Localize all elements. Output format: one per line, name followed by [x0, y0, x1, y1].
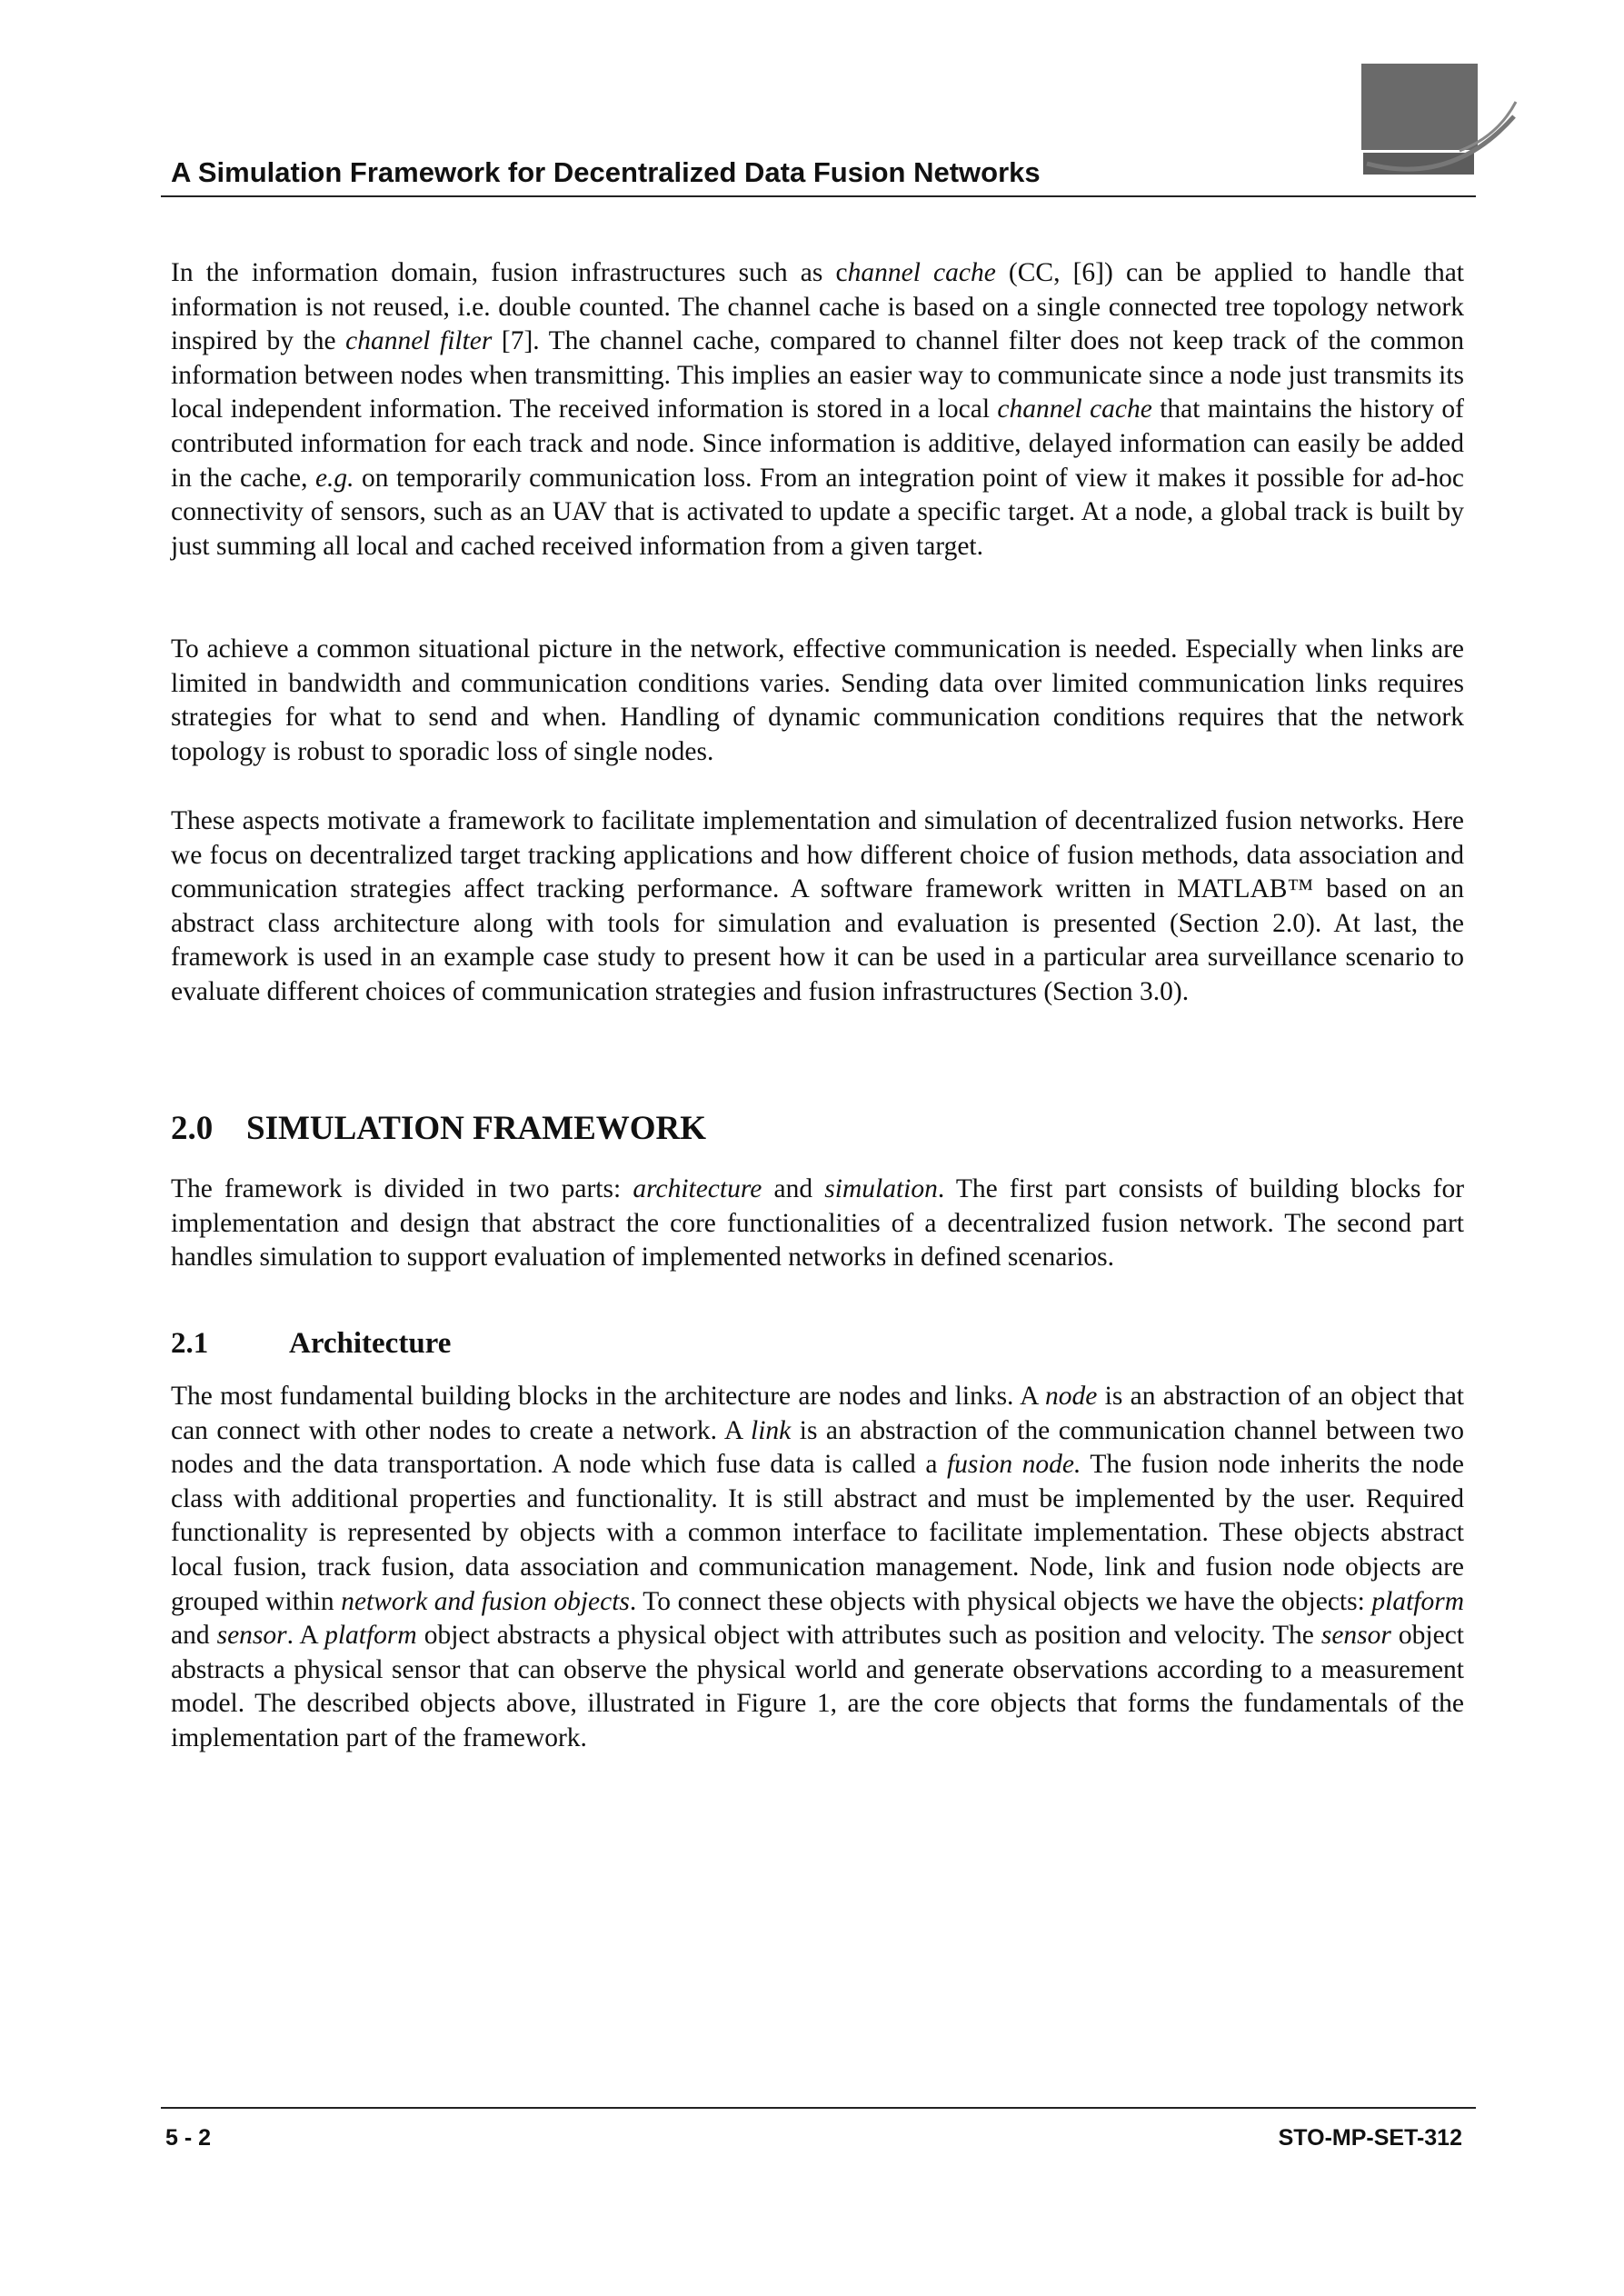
italic-term: e.g. [314, 463, 354, 493]
italic-term: simulation [824, 1174, 938, 1203]
paragraph-2 [171, 633, 1464, 769]
italic-term: fusion node. [946, 1450, 1081, 1480]
st-organization-logo [1361, 64, 1518, 191]
paragraph-4-text: The framework is divided in two parts: architecture and simulation. The first part consists of building blocks for implementation and design that abstract the core functionalities of a decentralized fusion network. The second part handles simulation to support evaluation of implemented networks in defined scenarios. [171, 1174, 1465, 1273]
italic-term: platform [1371, 1586, 1464, 1616]
page-number: 5 - 2 [165, 2125, 212, 2151]
italic-term: platform [324, 1621, 417, 1651]
paragraph-4 [171, 1173, 1464, 1275]
subsection-title: Architecture [289, 1327, 452, 1360]
italic-term: network and fusion objects [341, 1586, 630, 1616]
italic-term: hannel cache [847, 258, 996, 287]
paragraph-2-text: To achieve a common situational picture in the network, effective communication is needed. Especially when links are limited in bandwidth and communication conditions varies. Sending data over limited communication links requires strategies for what to send and when. Handling of dynamic communication conditions requires that the network topology is robust to sporadic loss of single nodes. [171, 634, 1464, 766]
italic-term: channel filter [345, 326, 493, 356]
subsection-number: 2.1 [171, 1327, 209, 1360]
paragraph-3-text: These aspects motivate a framework to facilitate implementation and simulation of decentralized fusion networks. Here we focus on decentralized target tracking applications and how different choice of fusion methods, data association and communication strategies affect tracking performance. A software framework written in MATLAB™ based on an abstract class architecture along with tools for simulation and evaluation is presented (Section 2.0). At last, the framework is used in an example case study to present how it can be used in a particular area surveillance scenario to evaluate different choices of communication strategies and fusion infrastructures (Section 3.0). [171, 806, 1464, 1006]
running-header-title: A Simulation Framework for Decentralized Data Fusion Networks [171, 156, 1041, 188]
section-heading [171, 1109, 706, 1148]
italic-term: sensor [1320, 1621, 1391, 1651]
subsection-heading [171, 1327, 451, 1361]
header-divider [161, 195, 1476, 197]
paragraph-1 [171, 256, 1464, 564]
paragraph-5 [171, 1380, 1464, 1756]
paragraph-3 [171, 804, 1464, 1010]
italic-term: link [751, 1415, 792, 1445]
italic-term: node [1045, 1382, 1098, 1411]
italic-term: channel cache [997, 394, 1152, 424]
paragraph-5-text: The most fundamental building blocks in the architecture are nodes and links. A node is an abstraction of an object that can connect with other nodes to create a network. A link is an abstraction of the communication channel between two nodes and the data transportation. A node which fuse data is called a fusion node. The fusion node inherits the node class with additional properties and functionality. It is still abstract and must be implemented by the user. Required functionality is represented by objects with a common interface to facilitate implementation. These objects abstract local fusion, track fusion, data association and communication management. Node, link and fusion node objects are grouped within network and fusion objects. To connect these objects with physical objects we have the objects: platform and sensor. A platform object abstracts a physical object with attributes such as position and velocity. The sensor object abstracts a physical sensor that can observe the physical world and generate observations according to a measurement model. The described objects above, illustrated in Figure 1, are the core objects that forms the fundamentals of the implementation part of the framework. [171, 1382, 1465, 1752]
footer-divider [161, 2107, 1476, 2109]
document-id: STO-MP-SET-312 [1278, 2125, 1462, 2151]
section-title: SIMULATION FRAMEWORK [246, 1110, 707, 1147]
paragraph-1-text: In the information domain, fusion infrastructures such as channel cache (CC, [6]) can be applied to handle that information is not reused, i.e. double counted. The channel cache is based on a single connected tree topology network inspired by the channel filter [7]. The channel cache, compared to channel filter does not keep track of the common information between nodes when transmitting. This implies an easier way to communicate since a node just transmits its local independent information. The received information is stored in a local channel cache that maintains the history of contributed information for each track and node. Since information is additive, delayed information can easily be added in the cache, e.g. on temporarily communication loss. From an integration point of view it makes it possible for ad-hoc connectivity of sensors, such as an UAV that is activated to update a specific target. At a node, a global track is built by just summing all local and cached received information from a given target. [171, 258, 1464, 561]
section-number: 2.0 [171, 1110, 214, 1147]
italic-term: architecture [633, 1174, 762, 1203]
italic-term: sensor [216, 1621, 287, 1651]
